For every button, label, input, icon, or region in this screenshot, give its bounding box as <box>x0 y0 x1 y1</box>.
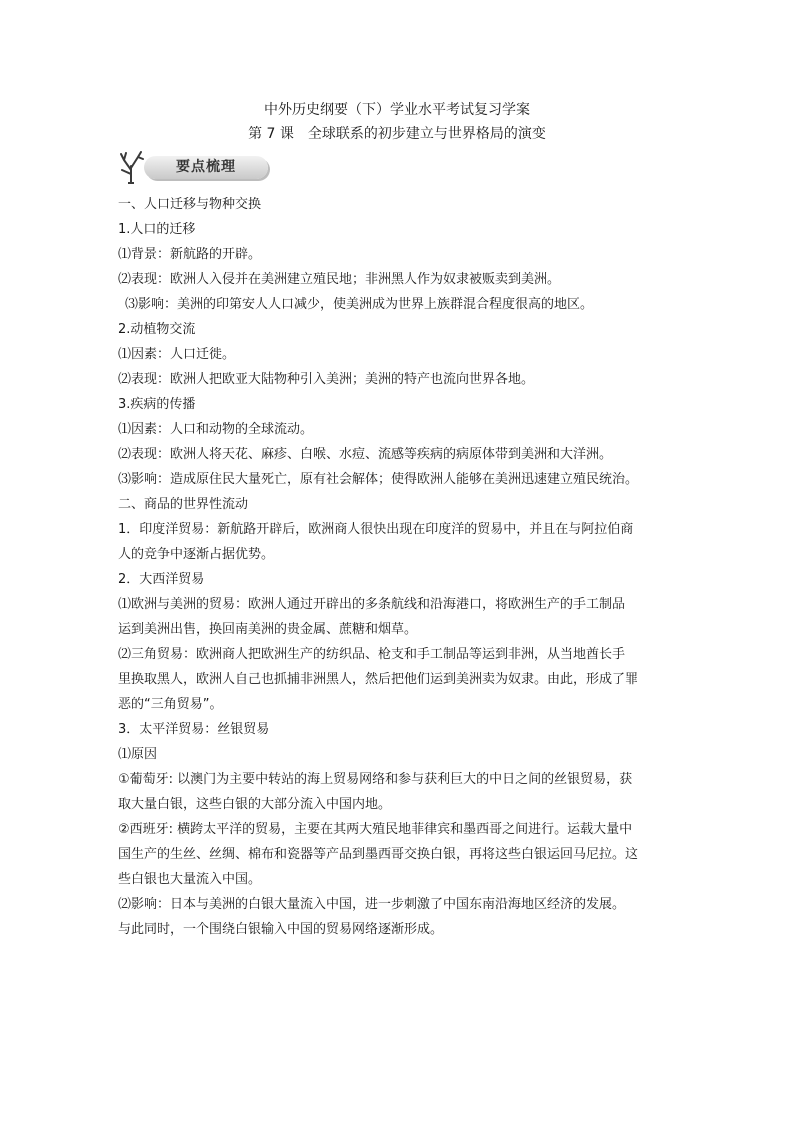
text-line: 取大量白银，这些白银的大部分流入中国内地。 <box>118 797 392 812</box>
text-line: ⑴因素：人口和动物的全球流动。 <box>118 422 314 437</box>
text-line: ⑴背景：新航路的开辟。 <box>118 247 262 262</box>
section-banner <box>118 150 272 184</box>
text-line: ⑵表现：欧洲人把欧亚大陆物种引入美洲；美洲的特产也流向世界各地。 <box>118 372 535 387</box>
text-line: ⑵影响：日本与美洲的白银大量流入中国，进一步刺激了中国东南沿海地区经济的发展。 <box>118 897 626 912</box>
subheading: 2.动植物交流 <box>118 322 196 337</box>
text-line: ⑴原因 <box>118 747 158 762</box>
text-line: ⑵表现：欧洲人将天花、麻疹、白喉、水痘、流感等疾病的病原体带到美洲和大洋洲。 <box>118 447 613 462</box>
text-line: ②西班牙: 横跨太平洋的贸易，主要在其两大殖民地菲律宾和墨西哥之间进行。运载大量中 <box>118 822 633 837</box>
section-heading-1: 一、人口迁移与物种交换 <box>118 197 262 212</box>
text-line: ⑵表现：欧洲人入侵并在美洲建立殖民地；非洲黑人作为奴隶被贩卖到美洲。 <box>118 272 561 287</box>
text-line: 1．印度洋贸易：新航路开辟后，欧洲商人很快出现在印度洋的贸易中，并且在与阿拉伯商 <box>118 522 634 537</box>
text-line: 国生产的生丝、丝绸、棉布和瓷器等产品到墨西哥交换白银，再将这些白银运回马尼拉。这 <box>118 847 639 862</box>
text-line: ⑵三角贸易：欧洲商人把欧洲生产的纺织品、枪支和手工制品等运到非洲，从当地酋长手 <box>118 647 626 662</box>
document-body <box>118 192 678 942</box>
text-line: ⑴因素：人口迁徙。 <box>118 347 236 362</box>
subheading: 1.人口的迁移 <box>118 222 196 237</box>
text-line: 里换取黑人，欧洲人自己也抓捕非洲黑人，然后把他们运到美洲卖为奴隶。由此，形成了罪 <box>118 672 639 687</box>
lesson-subtitle: 第 7 课 全球联系的初步建立与世界格局的演变 <box>248 126 546 142</box>
text-line: ⑴欧洲与美洲的贸易：欧洲人通过开辟出的多条航线和沿海港口，将欧洲生产的手工制品 <box>118 597 626 612</box>
text-line: 运到美洲出售，换回南美洲的贵金属、蔗糖和烟草。 <box>118 622 418 637</box>
section-heading-2: 二、商品的世界性流动 <box>118 497 249 512</box>
subheading: 3.疾病的传播 <box>118 397 196 412</box>
text-line: ⑶影响：造成原住民大量死亡，原有社会解体；使得欧洲人能够在美洲迅速建立殖民统治。 <box>118 472 639 487</box>
section-banner-label: 要点梳理 <box>144 156 268 179</box>
text-line: 恶的“三角贸易”。 <box>118 697 223 712</box>
subheading: 3．太平洋贸易：丝银贸易 <box>118 722 270 737</box>
text-line: 些白银也大量流入中国。 <box>118 872 262 887</box>
text-line: ⑶影响：美洲的印第安人人口减少，使美洲成为世界上族群混合程度很高的地区。 <box>125 297 594 312</box>
text-line: ①葡萄牙: 以澳门为主要中转站的海上贸易网络和参与获利巨大的中日之间的丝银贸易，获 <box>118 772 633 787</box>
text-line: 与此同时，一个围绕白银输入中国的贸易网络逐渐形成。 <box>118 922 444 937</box>
document-title: 中外历史纲要（下）学业水平考试复习学案 <box>264 102 530 118</box>
subheading: 2．大西洋贸易 <box>118 572 205 587</box>
text-line: 人的竞争中逐渐占据优势。 <box>118 547 275 562</box>
